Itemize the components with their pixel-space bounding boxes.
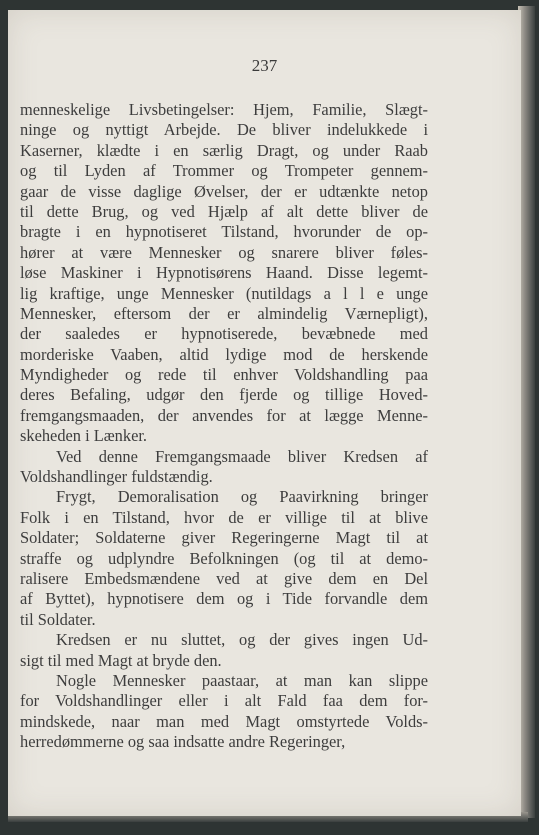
text-line: til Soldater.: [20, 609, 96, 629]
text-line: Frygt, Demoralisation og Paavirkning bringer: [56, 487, 428, 507]
text-line: lig kraftige, unge Mennesker (nutildags a l l e unge: [20, 283, 428, 303]
text-line: deres Befaling, udgør den fjerde og tillige Hoved-: [20, 385, 428, 405]
text-line: løse Maskiner i Hypnotisørens Haand. Disse legemt-: [20, 263, 428, 283]
text-line: fremgangsmaaden, der anvendes for at lægge Menne-: [20, 405, 428, 425]
text-line: Mennesker, eftersom der er almindelig Værnepligt),: [20, 303, 428, 323]
text-line: Ved denne Fremgangsmaade bliver Kredsen af: [56, 446, 428, 466]
text-line: sigt til med Magt at bryde den.: [20, 650, 222, 670]
text-line: ninge og nyttigt Arbejde. De bliver indelukkede i: [20, 120, 428, 140]
page-number: 237: [251, 56, 278, 75]
text-line: Folk i en Tilstand, hvor de er villige til at blive: [20, 507, 428, 527]
text-line: morderiske Vaaben, altid lydige mod de herskende: [20, 344, 428, 364]
text-line: af Byttet), hypnotisere dem og i Tide forvandle dem: [20, 589, 428, 609]
text-line: straffe og udplyndre Befolkningen (og til at demo-: [20, 548, 428, 568]
text-line: ralisere Embedsmændene ved at give dem en Del: [20, 568, 428, 588]
text-line: hører at være Mennesker og snarere bliver føles-: [20, 242, 428, 262]
text-line: Voldshandlinger fuldstændig.: [20, 467, 213, 487]
text-line: Kredsen er nu sluttet, og der gives ingen Ud-: [56, 630, 428, 650]
text-line: for Voldshandlinger eller i alt Fald faa dem for-: [20, 691, 428, 711]
text-line: og til Lyden af Trommer og Trompeter gennem-: [20, 161, 428, 181]
text-line: Nogle Mennesker paastaar, at man kan slippe: [56, 670, 428, 690]
text-line: menneskelige Livsbetingelser: Hjem, Familie, Slægt-: [20, 100, 428, 119]
text-line: Soldater; Soldaterne giver Regeringerne Magt til at: [20, 528, 428, 548]
book-page: [8, 10, 521, 816]
text-line: gaar de visse daglige Øvelser, der er udtænkte netop: [20, 181, 428, 201]
text-line: skeheden i Lænker.: [20, 426, 147, 446]
text-line: der saaledes er hypnotiserede, bevæbnede med: [20, 324, 428, 344]
body-text: [20, 100, 428, 753]
text-line: herredømmerne og saa indsatte andre Regeringer,: [20, 732, 346, 752]
text-line: bragte i en hypnotiseret Tilstand, hvorunder de op-: [20, 222, 428, 242]
text-line: til dette Brug, og ved Hjælp af alt dette bliver de: [20, 201, 428, 221]
text-line: Myndigheder og rede til enhver Voldshandling paa: [20, 365, 428, 385]
text-line: mindskede, naar man med Magt omstyrtede Volds-: [20, 711, 428, 731]
text-line: Kaserner, klædte i en særlig Dragt, og under Raab: [20, 140, 428, 160]
